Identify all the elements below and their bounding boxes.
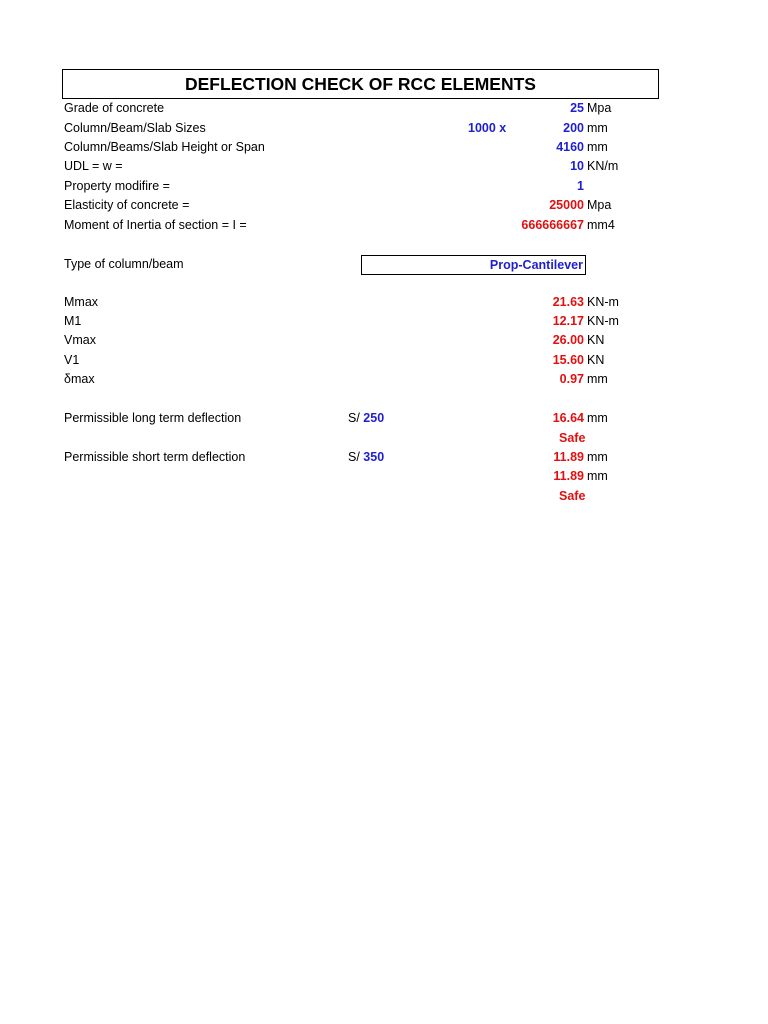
span-unit: mm — [587, 140, 608, 154]
m1-row — [0, 312, 768, 331]
grade-value[interactable]: 25 — [570, 101, 584, 115]
v1-row — [0, 351, 768, 370]
m1-label: M1 — [64, 314, 82, 328]
inertia-row — [0, 216, 768, 235]
vmax-label: Vmax — [64, 333, 96, 347]
sizes-row — [0, 119, 768, 138]
span-row — [0, 138, 768, 157]
long-term-s-value[interactable]: 250 — [363, 411, 385, 425]
long-term-status: Safe — [559, 431, 586, 445]
long-term-s-ratio — [348, 409, 384, 428]
long-term-unit: mm — [587, 411, 608, 425]
modifier-label: Property modifire = — [64, 179, 170, 193]
grade-row — [0, 99, 768, 118]
short-term-status-row — [0, 487, 768, 506]
udl-value[interactable]: 10 — [570, 159, 584, 173]
elasticity-label: Elasticity of concrete = — [64, 198, 190, 212]
dmax-row — [0, 370, 768, 389]
mmax-row — [0, 293, 768, 312]
sizes-width-value[interactable]: 1000 x — [468, 121, 507, 135]
sizes-depth-value[interactable]: 200 — [563, 121, 584, 135]
long-term-status-row — [0, 429, 768, 448]
dmax-label: δmax — [64, 372, 95, 386]
dmax-unit: mm — [587, 372, 608, 386]
short-term-unit-2: mm — [587, 469, 608, 483]
long-term-s-prefix: S/ — [348, 411, 360, 425]
short-term-value: 11.89 — [553, 450, 584, 464]
span-value[interactable]: 4160 — [556, 140, 584, 154]
mmax-label: Mmax — [64, 295, 99, 309]
short-term-s-value[interactable]: 350 — [363, 450, 385, 464]
vmax-value: 26.00 — [552, 333, 584, 347]
short-term-status: Safe — [559, 489, 586, 503]
mmax-value: 21.63 — [552, 295, 584, 309]
sizes-label: Column/Beam/Slab Sizes — [64, 121, 206, 135]
long-term-row — [0, 409, 768, 428]
v1-label: V1 — [64, 353, 80, 367]
m1-unit: KN-m — [587, 314, 619, 328]
mmax-unit: KN-m — [587, 295, 619, 309]
short-term-label: Permissible short term deflection — [64, 450, 246, 464]
short-term-row — [0, 448, 768, 467]
span-label: Column/Beams/Slab Height or Span — [64, 140, 265, 154]
type-select[interactable]: Prop-Cantilever — [361, 255, 586, 275]
short-term-s-ratio — [348, 448, 384, 467]
short-term-row-2 — [0, 467, 768, 486]
v1-unit: KN — [587, 353, 605, 367]
short-term-value-2: 11.89 — [553, 469, 584, 483]
udl-unit: KN/m — [587, 159, 619, 173]
long-term-label: Permissible long term deflection — [64, 411, 242, 425]
grade-unit: Mpa — [587, 101, 612, 115]
inertia-label: Moment of Inertia of section = I = — [64, 218, 247, 232]
vmax-row — [0, 331, 768, 350]
grade-label: Grade of concrete — [64, 101, 165, 115]
page-title: DEFLECTION CHECK OF RCC ELEMENTS — [62, 69, 659, 99]
type-label: Type of column/beam — [64, 257, 184, 271]
long-term-value: 16.64 — [552, 411, 584, 425]
m1-value: 12.17 — [552, 314, 584, 328]
sizes-unit: mm — [587, 121, 608, 135]
inertia-unit: mm4 — [587, 218, 615, 232]
short-term-unit: mm — [587, 450, 608, 464]
modifier-value[interactable]: 1 — [577, 179, 584, 193]
short-term-s-prefix: S/ — [348, 450, 360, 464]
inertia-value: 666666667 — [521, 218, 584, 232]
elasticity-value: 25000 — [549, 198, 584, 212]
elasticity-unit: Mpa — [587, 198, 612, 212]
vmax-unit: KN — [587, 333, 605, 347]
udl-label: UDL = w = — [64, 159, 123, 173]
elasticity-row — [0, 196, 768, 215]
v1-value: 15.60 — [552, 353, 584, 367]
udl-row — [0, 157, 768, 176]
dmax-value: 0.97 — [559, 372, 584, 386]
modifier-row — [0, 177, 768, 196]
